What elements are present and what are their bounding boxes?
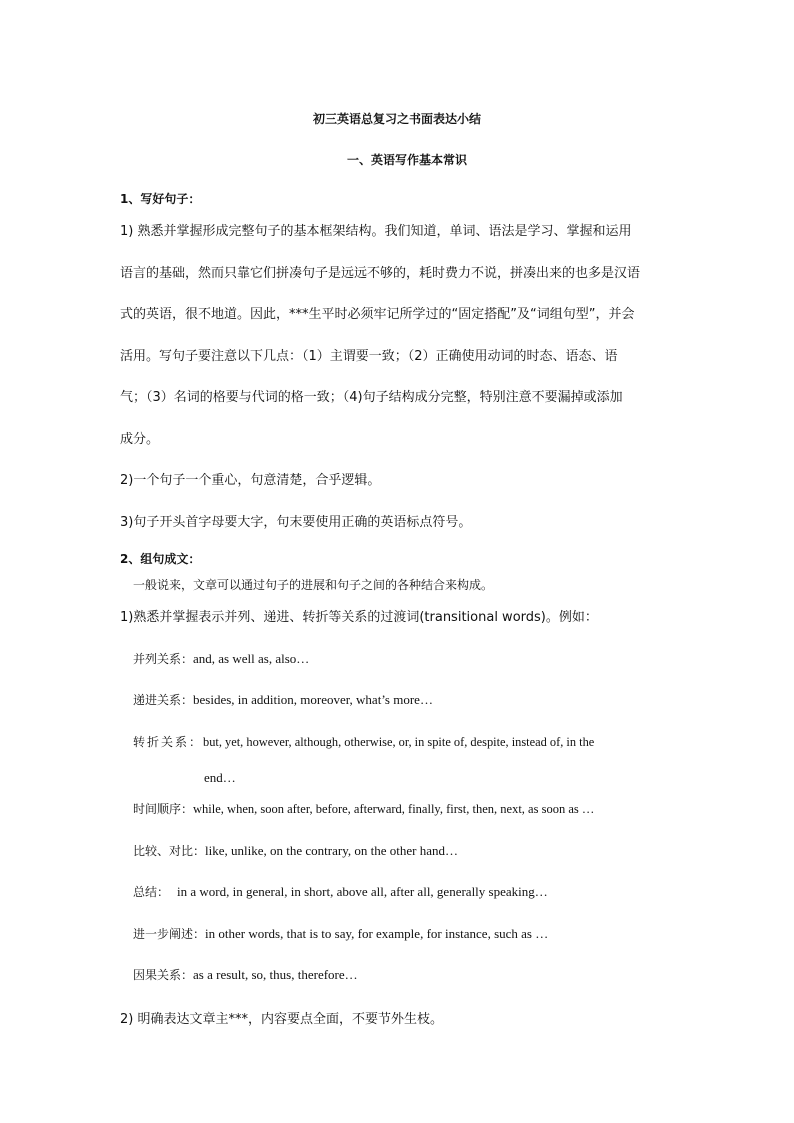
row-text: while, when, soon after, before, afterward, finally, first, then, next, as soon as … (193, 802, 595, 816)
row-label: 时间顺序： (133, 802, 194, 816)
paragraph-1-line: 式的英语，很不地道。因此，***生平时必须牢记所学过的“固定搭配”及“词组句型”，并会 (120, 307, 635, 322)
row-label: 递进关系： (133, 693, 194, 707)
row-text: in a word, in general, in short, above all, after all, generally speaking… (177, 884, 548, 899)
paragraph-4: 1)熟悉并掌握表示并列、递进、转折等关系的过渡词(transitional words)。例如： (120, 610, 598, 625)
row-label: 进一步阐述： (133, 927, 206, 941)
paragraph-1-line: 语言的基础，然而只靠它们拼凑句子是远远不够的，耗时费力不说，拼凑出来的也多是汉语 (120, 266, 641, 281)
paragraph-1-line: 1) 熟悉并掌握形成完整句子的基本框架结构。我们知道，单词、语法是学习、掌握和运用 (120, 224, 632, 239)
paragraph-3: 3)句子开头首字母要大字，句末要使用正确的英语标点符号。 (120, 515, 472, 530)
transition-row (133, 691, 676, 708)
row-text: and, as well as, also… (193, 651, 310, 666)
intro-text: 一般说来，文章可以通过句子的进展和句子之间的各种结合来构成。 (133, 578, 494, 592)
row-label: 转折关系： (133, 735, 204, 749)
document-title: 初三英语总复习之书面表达小结 (312, 112, 481, 126)
row-text: as a result, so, thus, therefore… (193, 967, 358, 982)
transition-row (133, 800, 676, 817)
row-text: in other words, that is to say, for example, for instance, such as … (205, 926, 549, 941)
paragraph-1-line: 气；（3）名词的格要与代词的格一致；（4)句子结构成分完整，特别注意不要漏掉或添加 (120, 390, 623, 405)
transition-row (133, 883, 676, 900)
row-continuation: end… (204, 770, 236, 785)
paragraph-1-line: 成分。 (120, 432, 160, 447)
transition-row (133, 733, 676, 750)
transition-row (133, 966, 676, 983)
row-label: 总结： (133, 885, 170, 899)
transition-row (133, 650, 676, 667)
subheading-1: 1、写好句子： (120, 192, 201, 206)
transition-row (133, 842, 676, 859)
transition-row (133, 925, 676, 942)
row-label: 并列关系： (133, 652, 194, 666)
paragraph-1-line: 活用。写句子要注意以下几点：（1）主谓要一致；（2）正确使用动词的时态、语态、语 (120, 349, 618, 364)
row-text: but, yet, however, although, otherwise, or, in spite of, despite, instead of, in the (203, 735, 595, 749)
section-heading: 一、英语写作基本常识 (346, 153, 467, 167)
row-label: 因果关系： (133, 968, 194, 982)
row-text: like, unlike, on the contrary, on the other hand… (205, 843, 458, 858)
paragraph-2: 2)一个句子一个重心，句意清楚，合乎逻辑。 (120, 473, 381, 488)
subheading-2: 2、组句成文： (120, 552, 201, 566)
row-text: besides, in addition, moreover, what’s more… (193, 692, 433, 707)
paragraph-5: 2) 明确表达文章主***，内容要点全面，不要节外生枝。 (120, 1012, 443, 1027)
row-label: 比较、对比： (133, 844, 206, 858)
